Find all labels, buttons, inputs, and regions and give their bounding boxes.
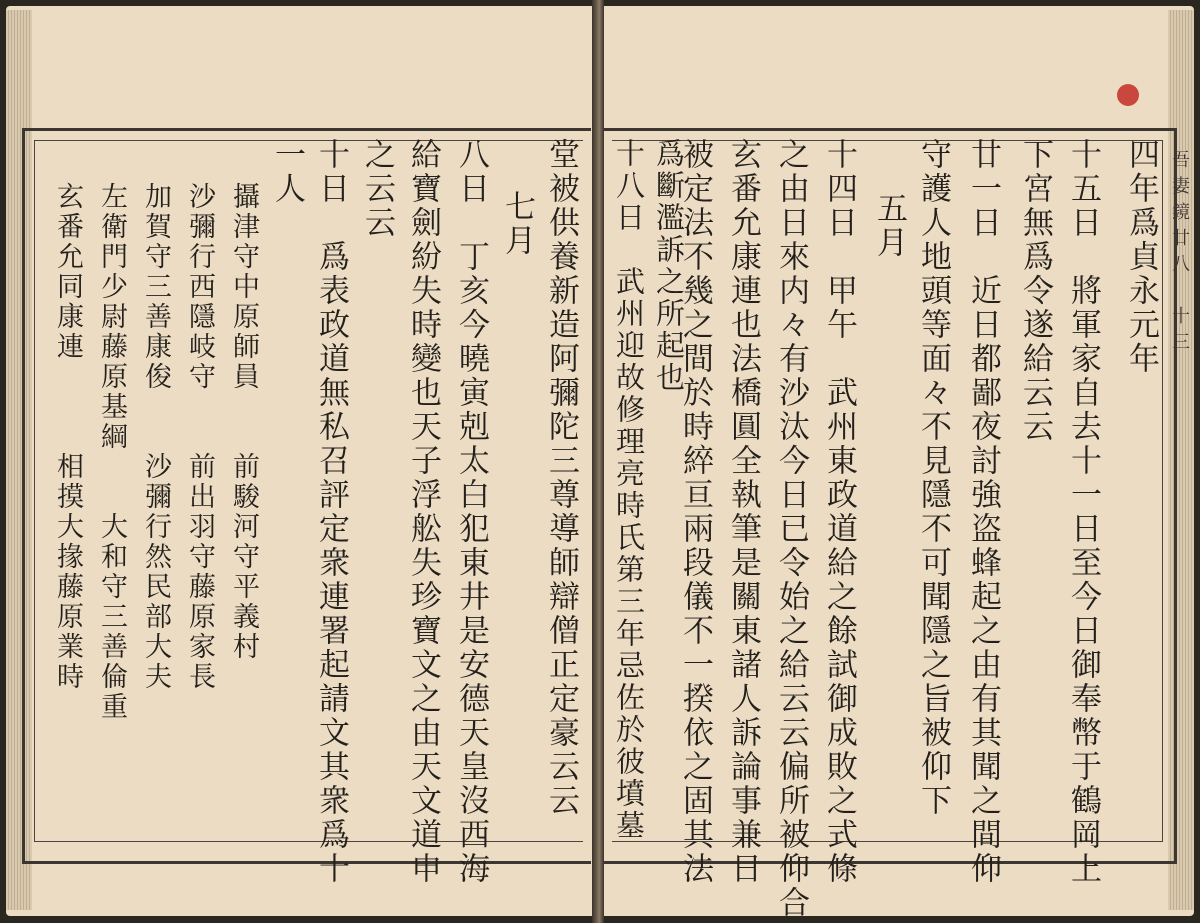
text-column: 下宮無爲令遂給云云 [1017,138,1053,444]
text-column: 十日 爲表政道無私召評定衆連署起請文其衆爲十 [313,138,349,886]
text-column: 之云云 [359,138,395,240]
text-column: 加賀守三善康俊 沙彌行然民部大夫 [140,182,171,692]
red-seal-mark [1117,84,1139,106]
text-column: 玄番允同康連 相摸大掾藤原業時 [52,182,83,692]
text-column: 一人 [269,138,305,206]
text-column: 守護人地頭等面々不見隱不可聞隱之旨被仰下 [915,138,951,818]
text-column: 左衛門少尉藤原基綱 大和守三善倫重 [96,182,127,722]
text-column: 爲斷濫訴之所起也 [652,138,686,394]
book-gutter [592,0,604,923]
text-column: 攝津守中原師員 前駿河守平義村 [228,182,259,662]
text-column: 玄番允康連也法橋圓全執筆是關東諸人訴論事兼日 [725,138,761,886]
text-column: 十五日 將軍家自去十一日至今日御奉幣于鶴岡上 [1065,138,1101,886]
text-column: 給寶劍紛失時變也天子浮舩失珍寶文之由天文道申 [405,138,441,886]
text-column: 之由日來内々有沙汰今日已令始之給云云偏所被仰合 [773,138,809,920]
margin-label: 吾妻鏡廿八 十三 [1169,150,1190,358]
text-column: 廿一日 近日都鄙夜討強盗蜂起之由有其聞之間仰 [965,138,1001,886]
text-column: 沙彌行西隱岐守 前出羽守藤原家長 [184,182,215,692]
text-column: 堂被供養新造阿彌陀三尊導師辯僧正定豪云云 [543,138,579,818]
text-column: 十八日 武州迎故修理亮時氏第三年忌佐於彼墳墓 [612,138,646,842]
text-column: 四年爲貞永元年 [1123,138,1159,376]
text-column: 十四日 甲午 武州東政道給之餘試御成敗之式條 [821,138,857,886]
text-column: 被定法不幾之間於時綷亘兩段儀不一揆依之固其法 [677,138,713,886]
text-column: 八日 丁亥今曉寅剋太白犯東井是安德天皇沒西海 [453,138,489,886]
month-heading: 七月 [499,190,535,258]
month-heading: 五月 [871,192,907,260]
